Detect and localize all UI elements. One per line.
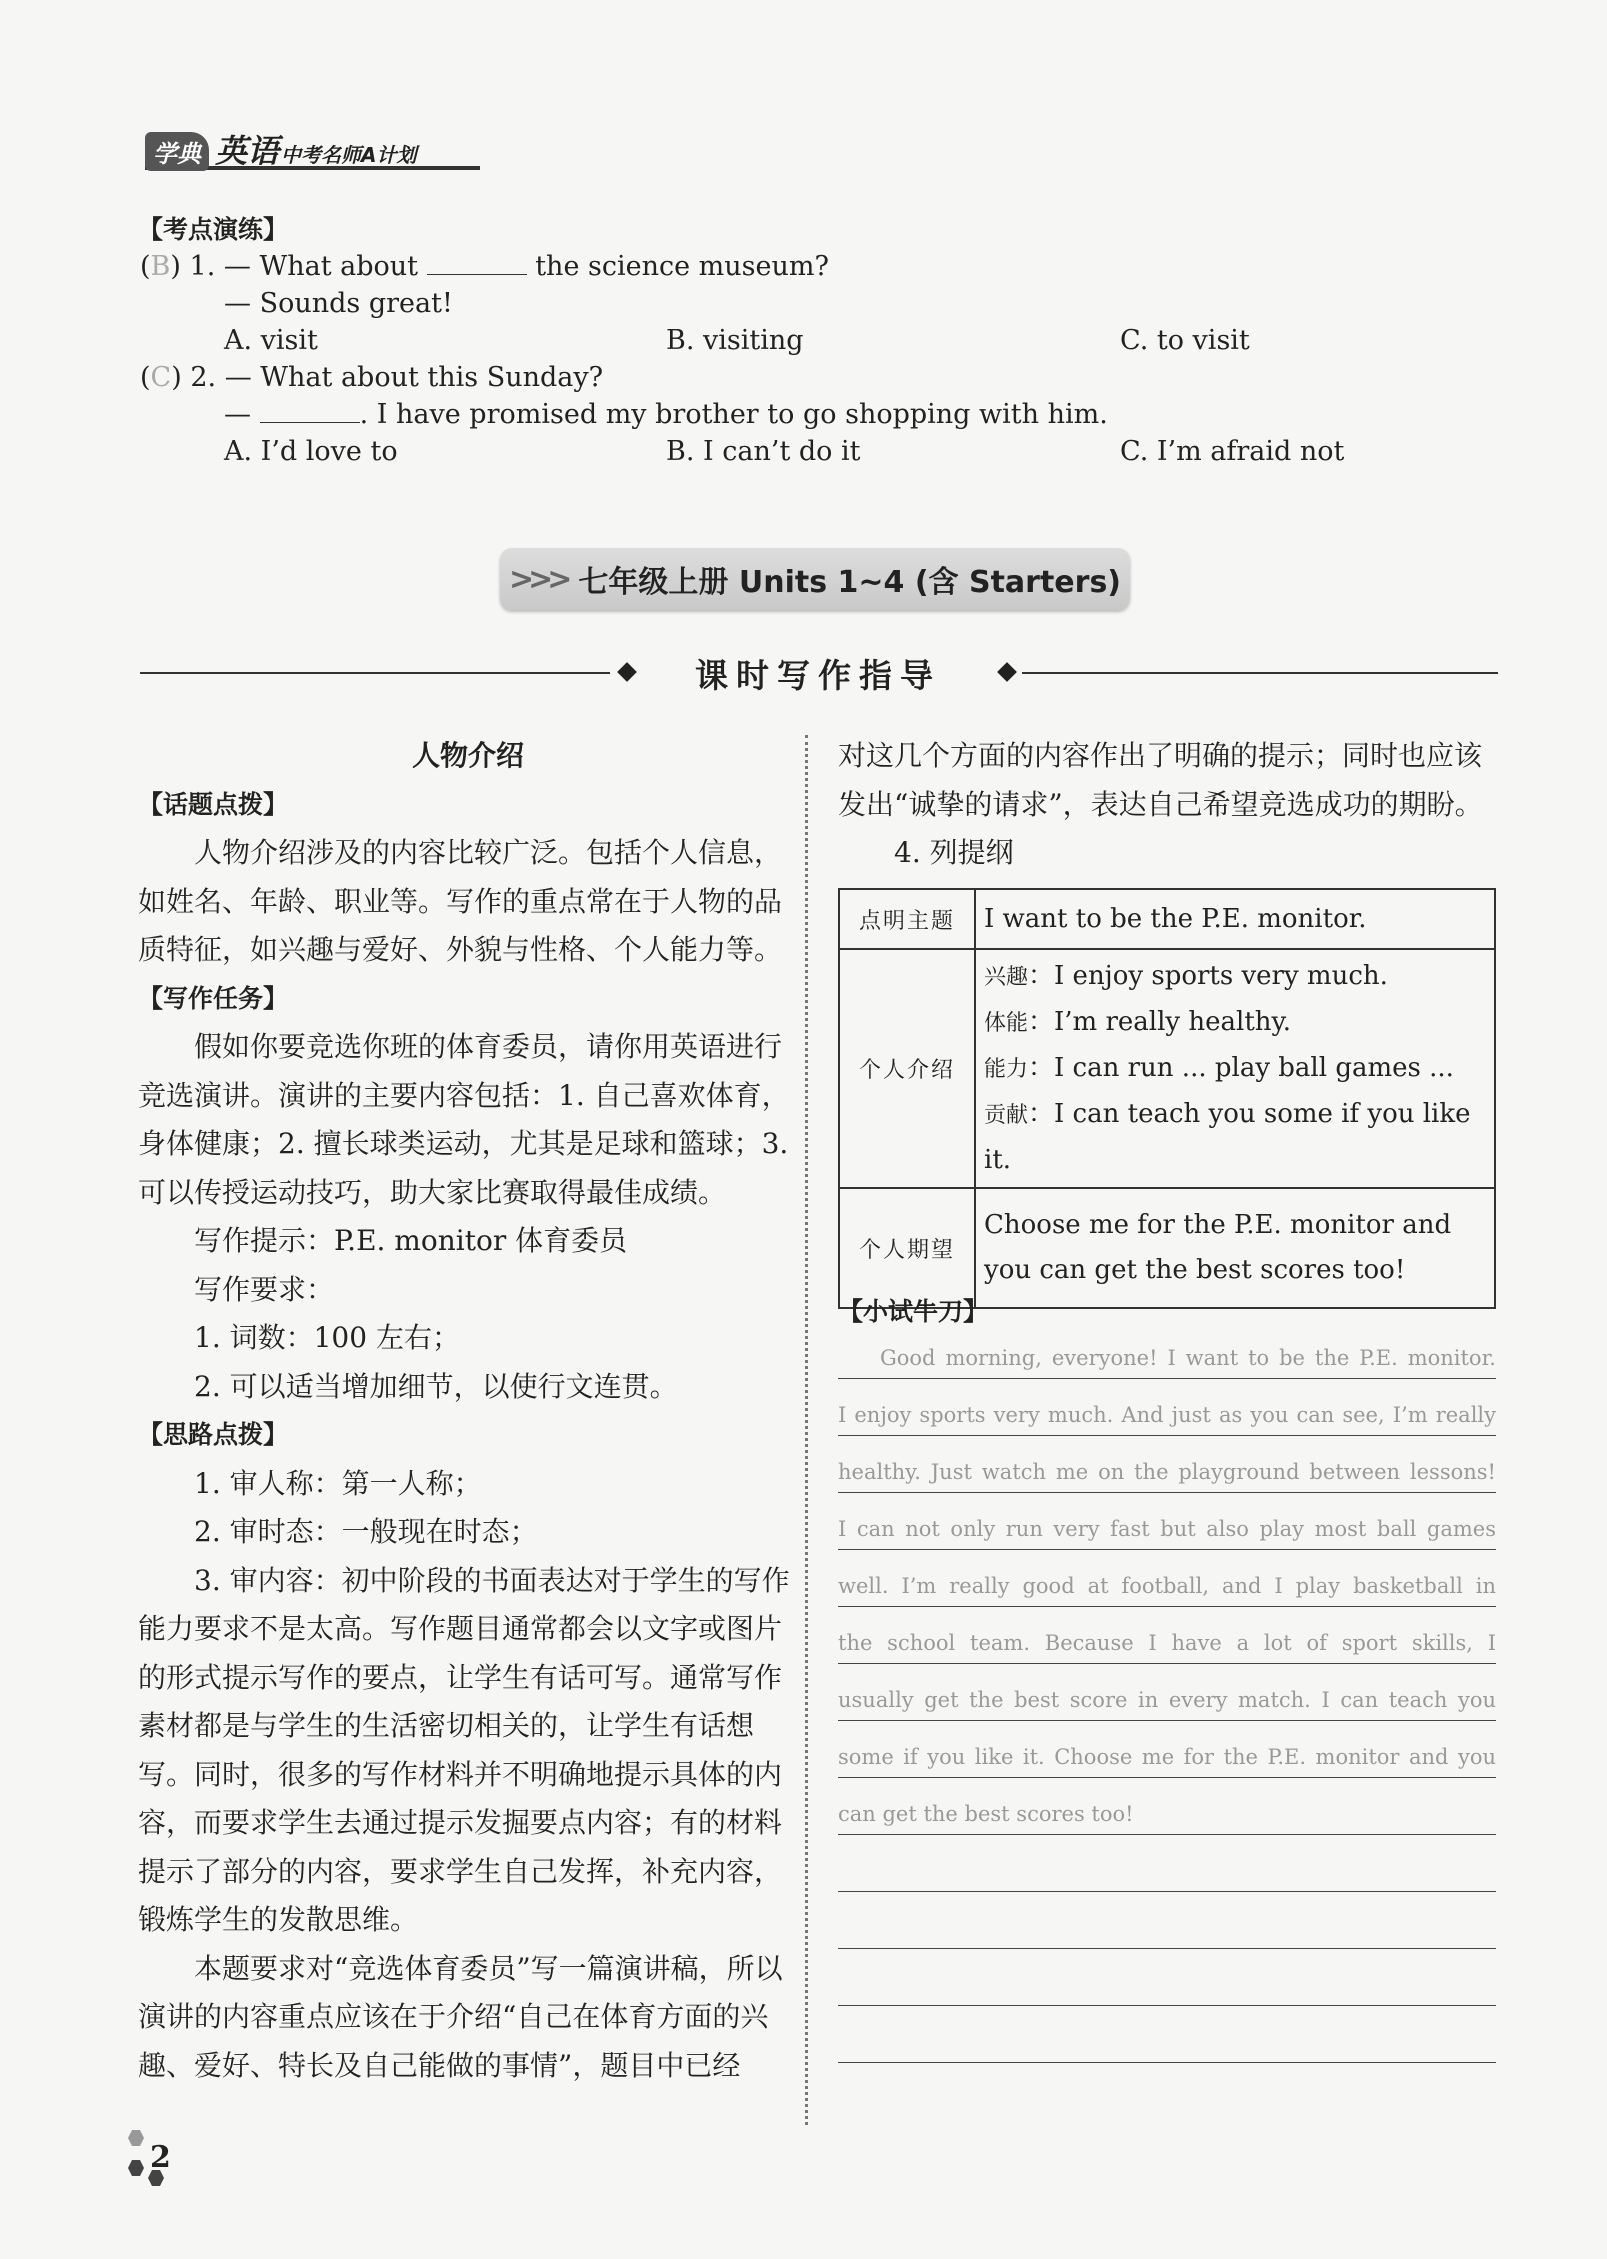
outline-label: 点明主题	[839, 889, 975, 949]
question-2-option-a: A. I’d love to	[224, 436, 398, 467]
essay-line: healthy. Just watch me on the playground between lessons!	[838, 1436, 1496, 1493]
series-logo: 学典	[145, 132, 209, 171]
outline-row-expectation	[839, 1188, 1495, 1308]
exercise-heading: 【考点演练】	[138, 215, 289, 244]
answer-blank	[427, 250, 527, 275]
topic-heading: 【话题点拨】	[138, 789, 289, 819]
question-1-prompt: (B) 1. — What about the science museum?	[140, 251, 829, 282]
outline-label: 个人期望	[839, 1188, 975, 1308]
question-2-option-b: B. I can’t do it	[666, 436, 861, 467]
task-heading: 【写作任务】	[138, 983, 289, 1013]
requirement-2: 2. 可以适当增加细节，以使行文连贯。	[194, 1369, 678, 1403]
outline-label: 个人介绍	[839, 949, 975, 1188]
answer-blank	[260, 398, 360, 423]
outline-row-intro	[839, 949, 1495, 1188]
continued-text: 对这几个方面的内容作出了明确的提示；同时也应该发出“诚挚的请求”，表达自己希望竞选成功的期盼。	[838, 739, 1483, 821]
series-name: 中考名师A计划	[281, 143, 417, 167]
outline-table	[838, 888, 1496, 1309]
essay-line: I enjoy sports very much. And just as you can see, I’m really	[838, 1379, 1496, 1436]
blank-line	[838, 1892, 1496, 1949]
diamond-icon	[617, 662, 637, 682]
idea-2: 2. 审时态：一般现在时态；	[194, 1515, 538, 1548]
topic-text: 人物介绍涉及的内容比较广泛。包括个人信息，如姓名、年龄、职业等。写作的重点常在于人物的品质特征，如兴趣与爱好、外貌与性格、个人能力等。	[138, 836, 783, 966]
idea-3: 3. 审内容：初中阶段的书面表达对于学生的写作能力要求不是太高。写作题目通常都会以文字或图片的形式提示写作的要点，让学生有话可写。通常写作素材都是与学生的生活密切相关的，让学生有话想写。同时，很多的写作材料并不明确地提示具体的内容，而要求学生去通过提示发掘要点内容；有的材料提示了部分的内容，要求学生自己发挥，补充内容，锻炼学生的发散思维。	[138, 1563, 790, 1936]
question-1-option-b: B. visiting	[666, 325, 804, 356]
essay-line: can get the best scores too!	[838, 1778, 1496, 1835]
idea-heading: 【思路点拨】	[138, 1420, 289, 1449]
essay-line: Good morning, everyone! I want to be the P.E. monitor.	[838, 1322, 1496, 1379]
paragraph-4: 本题要求对“竞选体育委员”写一篇演讲稿，所以演讲的内容重点应该在于介绍“自己在体育方面的兴趣、爱好、特长及自己能做的事情”，题目中已经	[138, 1951, 783, 2082]
question-1-answer: B	[150, 251, 171, 282]
question-2-option-c: C. I’m afraid not	[1120, 436, 1345, 467]
divider	[1022, 672, 1498, 674]
hexagon-icon	[128, 2130, 144, 2146]
question-1-option-a: A. visit	[224, 325, 318, 356]
question-2-answer: C	[150, 362, 172, 393]
idea-1: 1. 审人称：第一人称；	[194, 1466, 482, 1500]
right-column	[838, 732, 1498, 878]
left-column	[138, 732, 798, 2090]
outline-row-topic	[839, 889, 1495, 949]
divider	[140, 672, 610, 674]
essay-line: well. I’m really good at football, and I play basketball in	[838, 1550, 1496, 1607]
blank-line	[838, 2006, 1496, 2063]
blank-line	[838, 1835, 1496, 1892]
hexagon-icon	[128, 2160, 144, 2176]
diamond-icon	[997, 662, 1017, 682]
book-header	[145, 126, 480, 170]
requirements-heading: 写作要求：	[194, 1272, 335, 1306]
unit-banner	[500, 548, 1130, 610]
essay-line: some if you like it. Choose me for the P.E. monitor and you	[838, 1721, 1496, 1778]
requirement-1: 1. 词数：100 左右；	[194, 1321, 460, 1354]
section-title: 课时写作指导	[695, 656, 941, 695]
question-2-reply: — . I have promised my brother to go shopping with him.	[224, 399, 1108, 430]
unit-banner-text: 七年级上册 Units 1~4 (含 Starters)	[578, 565, 1122, 600]
blank-line	[838, 1949, 1496, 2006]
outline-text	[975, 949, 1495, 1188]
subject-title: 英语	[215, 132, 280, 170]
outline-line: 能力：I can run ... play ball games ...	[984, 1053, 1454, 1083]
essay-line: I can not only run very fast but also play most ball games	[838, 1493, 1496, 1550]
essay-line: usually get the best score in every match. I can teach you	[838, 1664, 1496, 1721]
outline-text: I want to be the P.E. monitor.	[975, 889, 1495, 949]
column-divider	[805, 735, 808, 2125]
writing-hint: 写作提示：P.E. monitor 体育委员	[194, 1224, 628, 1257]
outline-line: 兴趣：I enjoy sports very much.	[984, 961, 1388, 991]
chevron-right-icon: >>>	[508, 561, 567, 597]
outline-line: 贡献：I can teach you some if you like it.	[984, 1099, 1471, 1175]
essay-line: the school team. Because I have a lot of sport skills, I	[838, 1607, 1496, 1664]
question-1-option-c: C. to visit	[1120, 325, 1250, 356]
outline-text: Choose me for the P.E. monitor and you can get the best scores too!	[975, 1188, 1495, 1308]
question-2-prompt: (C) 2. — What about this Sunday?	[140, 362, 604, 393]
task-text: 假如你要竞选你班的体育委员，请你用英语进行竞选演讲。演讲的主要内容包括：1. 自己喜欢体育，身体健康；2. 擅长球类运动，尤其是足球和篮球；3. 可以传授运动技巧，助大家比赛取得最佳成绩。	[138, 1030, 790, 1209]
outline-heading: 4. 列提纲	[894, 836, 1014, 869]
question-1-reply: — Sounds great!	[224, 288, 453, 319]
practice-heading: 【小试牛刀】	[838, 1297, 989, 1326]
outline-line: 体能：I’m really healthy.	[984, 1007, 1292, 1037]
page-number: 2	[150, 2140, 171, 2175]
essay-area	[838, 1322, 1496, 2063]
article-title: 人物介绍	[411, 739, 524, 772]
